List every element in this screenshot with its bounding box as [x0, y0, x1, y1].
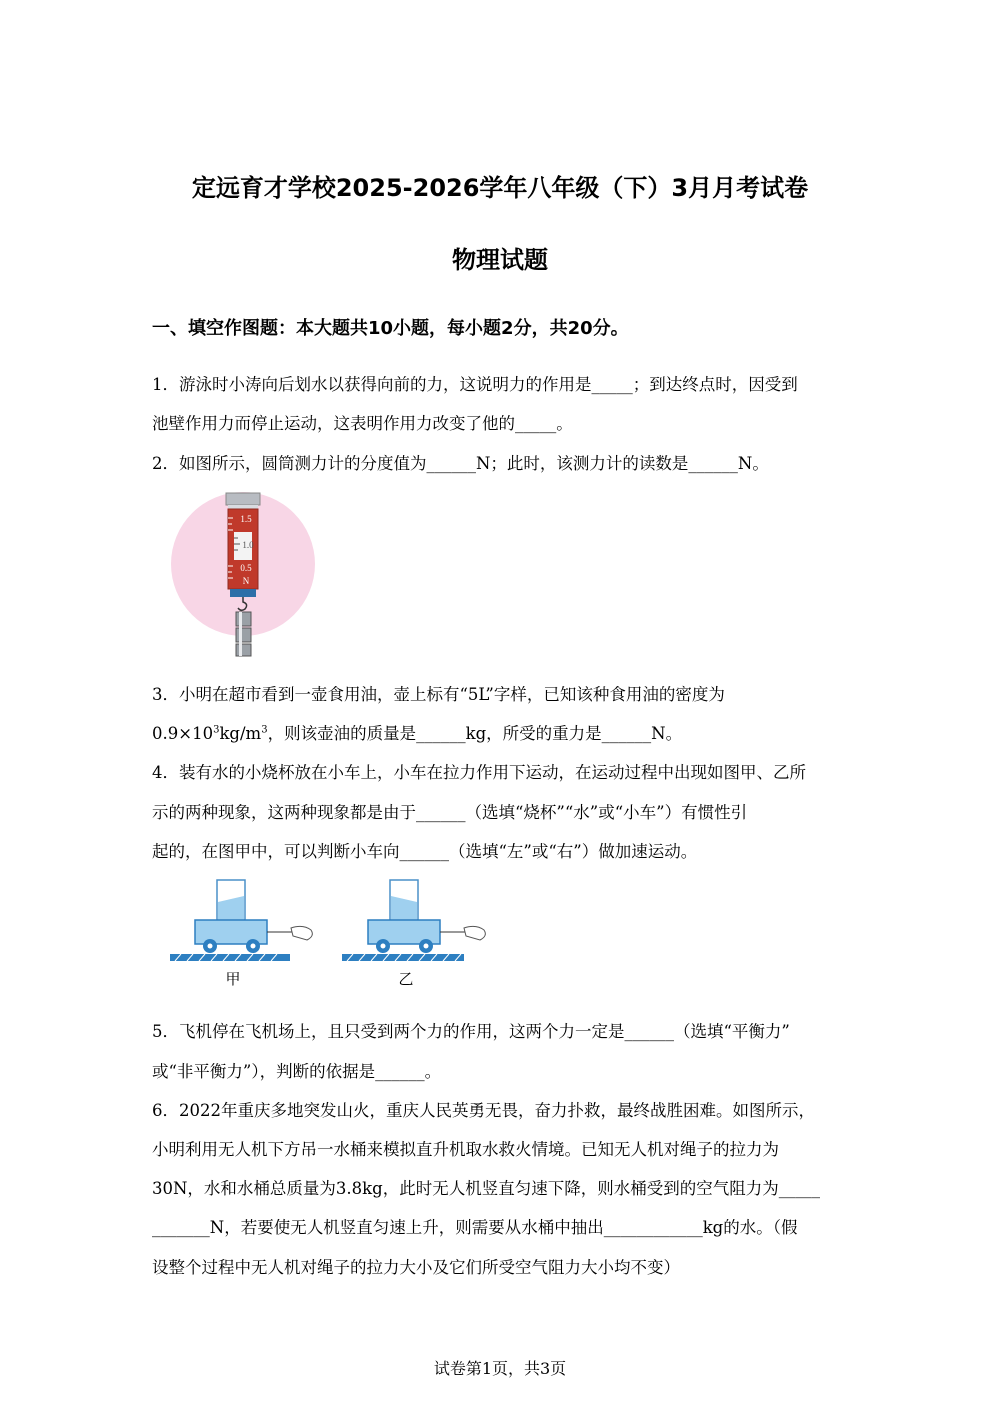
- figure-label-yi: 乙: [398, 970, 414, 988]
- spring-scale-figure: [168, 488, 323, 660]
- scale-cap: [226, 493, 260, 505]
- scale-label-0-5: 0.5: [240, 563, 252, 573]
- question-5-line-1: 5．飞机停在飞机场上，且只受到两个力的作用，这两个力一定是______（选填“平衡力”: [152, 1022, 790, 1041]
- figure-label-jia: 甲: [225, 970, 241, 988]
- hand-a: [291, 926, 312, 940]
- question-1-line-2: 池壁作用力而停止运动，这表明作用力改变了他的_____。: [152, 414, 573, 433]
- hand-b: [464, 926, 485, 940]
- question-3-line-1: 3．小明在超市看到一壶食用油，壶上标有“5L”字样，已知该种食用油的密度为: [152, 685, 725, 704]
- cart-a: [170, 880, 312, 988]
- scale-label-1-0: 1.0: [242, 540, 254, 550]
- scale-label-1-5: 1.5: [240, 514, 252, 524]
- water-a: [218, 896, 244, 919]
- question-4-line-1: 4．装有水的小烧杯放在小车上，小车在拉力作用下运动，在运动过程中出现如图甲、乙所: [152, 763, 806, 782]
- exam-subtitle: 物理试题: [452, 246, 548, 274]
- question-6-line-2: 小明利用无人机下方吊一水桶来模拟直升机取水救火情境。已知无人机对绳子的拉力为: [152, 1140, 779, 1159]
- scale-label-unit: N: [242, 576, 250, 586]
- cart-b: [342, 880, 485, 988]
- hanging-weights: [236, 612, 251, 656]
- exam-title: 定远育才学校2025-2026学年八年级（下）3月月考试卷: [191, 174, 809, 202]
- question-2-line-1: 2．如图所示，圆筒测力计的分度值为______N；此时，该测力计的读数是______N。: [152, 454, 769, 473]
- water-b: [391, 896, 417, 919]
- question-4-line-2: 示的两种现象，这两种现象都是由于______（选填“烧杯”“水”或“小车”）有惯性引: [152, 803, 748, 822]
- question-3-line-2: $0.9\times 10^3kg/m^3$，则该壶油的质量是______kg，所受的重力是______N。: [152, 724, 683, 743]
- question-6-line-3: 30N，水和水桶总质量为3.8kg，此时无人机竖直匀速下降，则水桶受到的空气阻力为_____: [152, 1179, 820, 1198]
- question-6-line-1: 6．2022年重庆多地突发山火，重庆人民英勇无畏，奋力扑救，最终战胜困难。如图所示，: [152, 1101, 815, 1120]
- question-5-line-2: 或“非平衡力”），判断的依据是______。: [152, 1062, 442, 1081]
- scale-cap-rim: [228, 505, 258, 509]
- question-1-line-1: 1．游泳时小涛向后划水以获得向前的力，这说明力的作用是_____；到达终点时，因受到: [152, 375, 798, 394]
- question-6-line-4: _______N，若要使无人机竖直匀速上升，则需要从水桶中抽出____________kg的水。（假: [152, 1218, 798, 1237]
- page-footer: 试卷第1页，共3页: [433, 1359, 567, 1378]
- cart-figure: [165, 876, 495, 991]
- section-heading: 一、填空作图题：本大题共10小题，每小题2分，共20分。: [152, 318, 629, 339]
- question-4-line-3: 起的，在图甲中，可以判断小车向______（选填“左”或“右”）做加速运动。: [152, 842, 698, 861]
- scale-bottom-collar: [230, 589, 256, 597]
- question-6-line-5: 设整个过程中无人机对绳子的拉力大小及它们所受空气阻力大小均不变）: [152, 1258, 680, 1277]
